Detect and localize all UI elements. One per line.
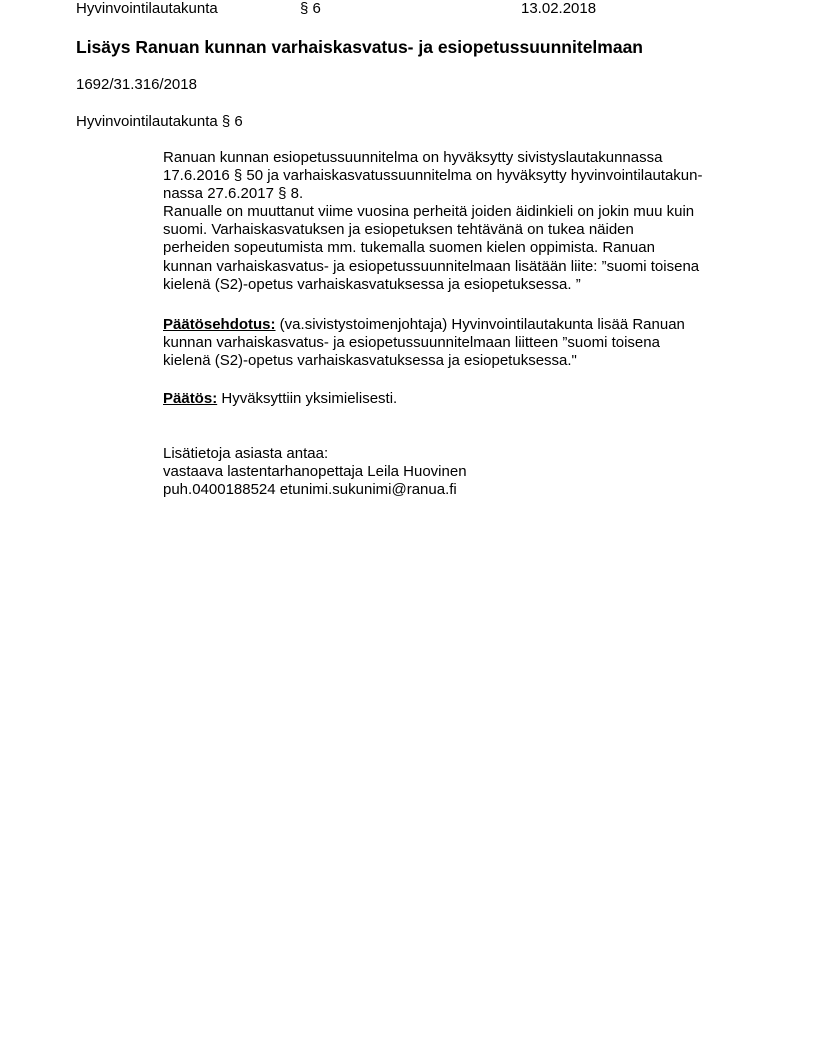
document-title: Lisäys Ranuan kunnan varhaiskasvatus- ja esiopetussuunnitelmaan xyxy=(76,37,643,57)
contact-info xyxy=(163,445,467,499)
body-line: suomi. Varhaiskasvatuksen ja esiopetuksen tehtävänä on tukea näiden xyxy=(163,221,634,239)
body-line: kunnan varhaiskasvatus- ja esiopetussuunnitelmaan lisätään liite: ”suomi toisena xyxy=(163,257,700,275)
body-line: nassa 27.6.2017 § 8. xyxy=(163,185,304,203)
contact-line: puh.0400188524 etunimi.sukunimi@ranua.fi xyxy=(163,481,457,499)
decision-label: Päätös: xyxy=(163,390,218,407)
proposal-label: Päätösehdotus: xyxy=(163,316,276,333)
proposal-line: kunnan varhaiskasvatus- ja esiopetussuunnitelmaan liitteen ”suomi toisena xyxy=(163,334,660,352)
header-date: 13.02.2018 xyxy=(521,0,597,17)
body-line: 17.6.2016 § 50 ja varhaiskasvatussuunnitelma on hyväksytty hyvinvointilautakun- xyxy=(163,167,703,185)
decision-text: Hyväksyttiin yksimielisesti. xyxy=(217,390,398,407)
header-section: § 6 xyxy=(300,0,321,17)
contact-line: Lisätietoja asiasta antaa: xyxy=(163,445,329,462)
record-number: 1692/31.316/2018 xyxy=(76,76,197,93)
body-line: kielenä (S2)-opetus varhaiskasvatuksessa ja esiopetuksessa. ” xyxy=(163,275,581,293)
decision xyxy=(163,390,397,408)
proposal xyxy=(163,316,685,370)
body-line: Ranualle on muuttanut viime vuosina perheitä joiden äidinkieli on jokin muu kuin xyxy=(163,203,695,221)
section-reference: Hyvinvointilautakunta § 6 xyxy=(76,113,243,130)
body-text xyxy=(163,149,702,294)
contact-line: vastaava lastentarhanopettaja Leila Huovinen xyxy=(163,463,467,481)
header-committee: Hyvinvointilautakunta xyxy=(76,0,218,17)
body-line: Ranuan kunnan esiopetussuunnitelma on hyväksytty sivistyslautakunnassa xyxy=(163,149,663,166)
proposal-line: kielenä (S2)-opetus varhaiskasvatuksessa ja esiopetuksessa." xyxy=(163,352,577,370)
proposal-line: (va.sivistystoimenjohtaja) Hyvinvointilautakunta lisää Ranuan xyxy=(275,316,685,333)
body-line: perheiden sopeutumista mm. tukemalla suomen kielen oppimista. Ranuan xyxy=(163,239,655,257)
